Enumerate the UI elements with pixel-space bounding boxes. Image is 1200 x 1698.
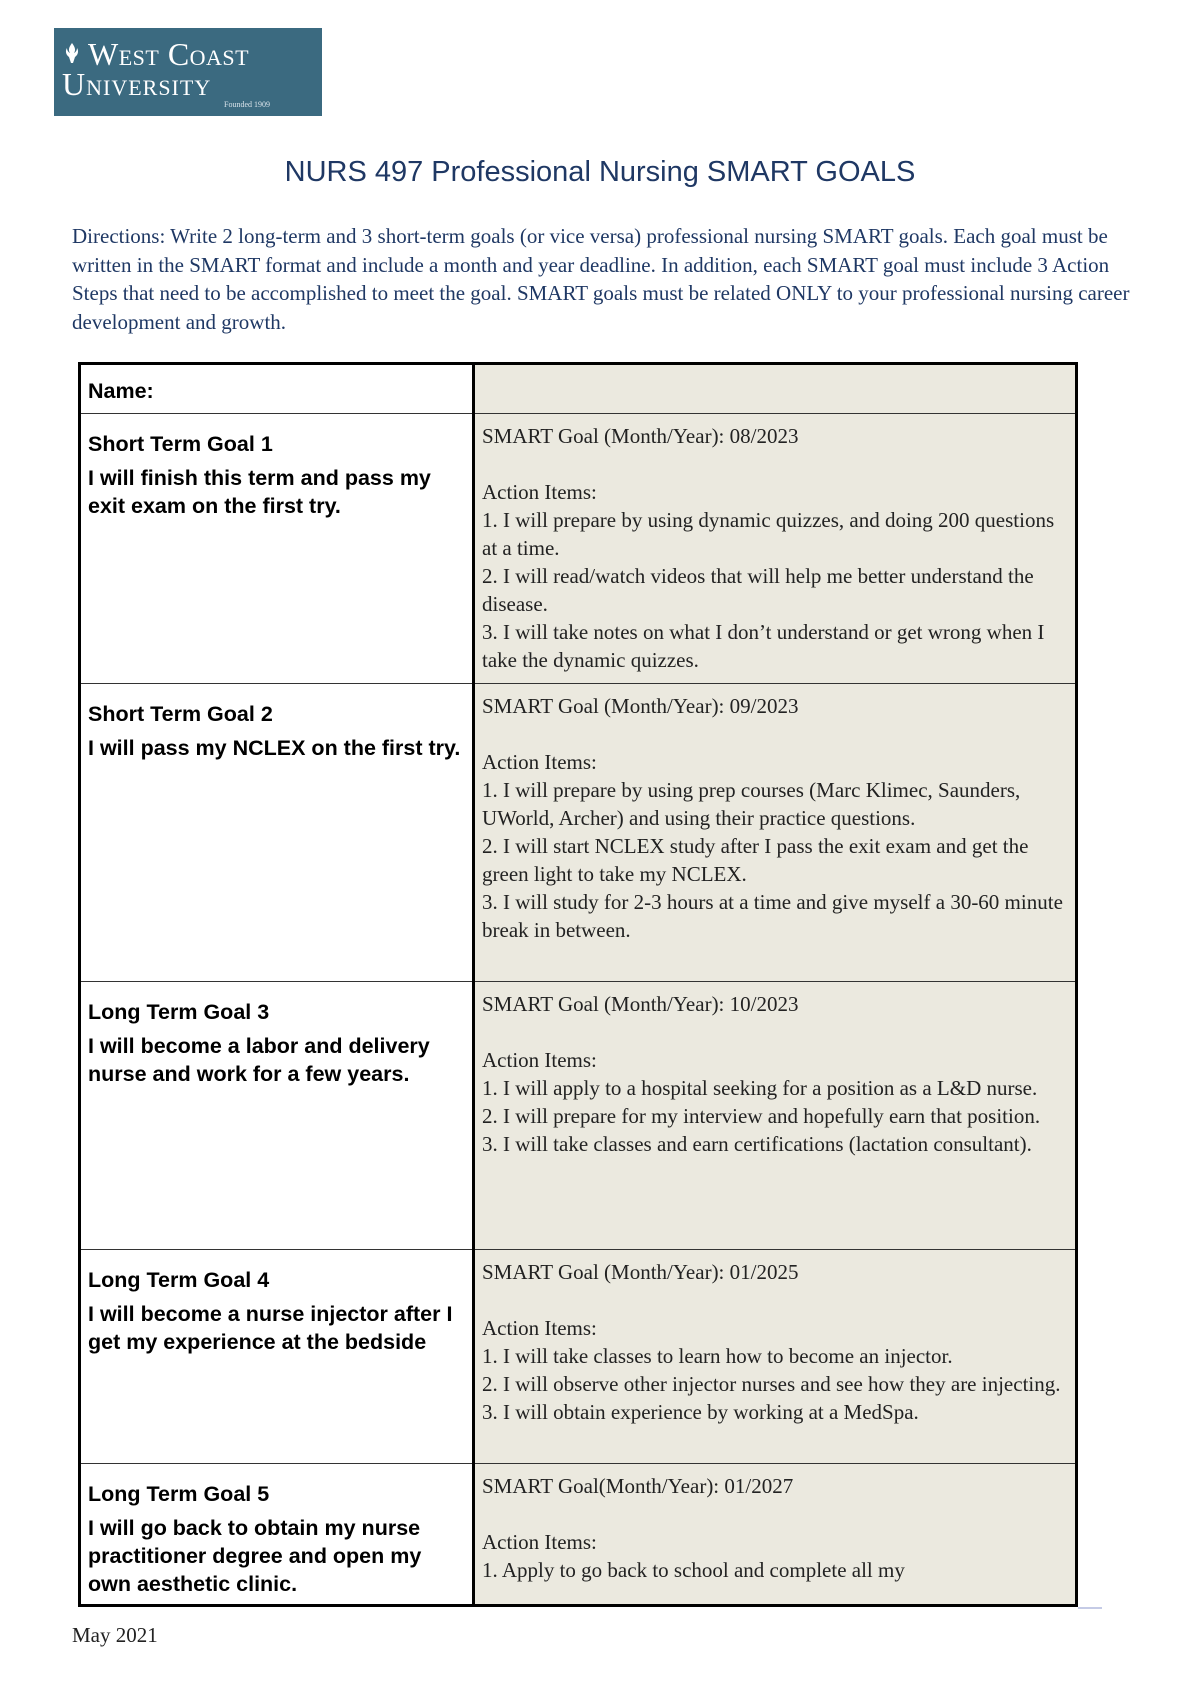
action-item: 2. I will start NCLEX study after I pass the exit exam and get the green light to take my NCLEX.: [482, 834, 1029, 886]
goal-plan-cell: [474, 684, 1077, 982]
goal-row: [80, 1250, 1077, 1464]
goal-description-cell: [80, 414, 474, 684]
action-item: 3. I will take notes on what I don’t understand or get wrong when I take the dynamic quizzes.: [482, 620, 1045, 672]
goal-row: [80, 982, 1077, 1250]
smart-goal-deadline: SMART Goal (Month/Year): 08/2023: [482, 424, 799, 448]
action-item: 3. I will obtain experience by working at a MedSpa.: [482, 1400, 919, 1424]
name-label: Name:: [88, 379, 154, 403]
name-row: [80, 364, 1077, 414]
goal-heading: Short Term Goal 1: [88, 432, 273, 456]
directions-paragraph: Directions: Write 2 long-term and 3 short-term goals (or vice versa) professional nursing SMART goals. Each goal must be written in the SMART format and include a month and year deadline. In addition, each SMART goal must include 3 Action Steps that need to be accomplished to meet the goal. SMART goals must be related ONLY to your professional nursing career development and growth.: [72, 224, 1130, 334]
goals-table: [78, 362, 1078, 1607]
goal-description-cell: [80, 1250, 474, 1464]
action-item: 2. I will prepare for my interview and hopefully earn that position.: [482, 1104, 1041, 1128]
action-item: 1. I will take classes to learn how to become an injector.: [482, 1344, 953, 1368]
goal-row: [80, 684, 1077, 982]
footer-divider: [1078, 1607, 1102, 1609]
footer-date: May 2021: [72, 1623, 158, 1647]
name-value-cell[interactable]: [474, 364, 1077, 414]
action-items-label: Action Items:: [482, 1048, 597, 1072]
action-item: 3. I will study for 2-3 hours at a time and give myself a 30-60 minute break in between.: [482, 890, 1063, 942]
action-item: 1. Apply to go back to school and complete all my: [482, 1558, 905, 1582]
goal-row: [80, 1464, 1077, 1606]
name-label-cell: [80, 364, 474, 414]
goal-heading: Long Term Goal 4: [88, 1268, 270, 1292]
goal-heading: Long Term Goal 3: [88, 1000, 270, 1024]
logo-line-1: West Coast: [88, 36, 250, 72]
action-item: 1. I will prepare by using dynamic quizzes, and doing 200 questions at a time.: [482, 508, 1055, 560]
smart-goal-deadline: SMART Goal (Month/Year): 10/2023: [482, 992, 799, 1016]
smart-goal-deadline: SMART Goal (Month/Year): 09/2023: [482, 694, 799, 718]
goal-row: [80, 414, 1077, 684]
action-item: 1. I will prepare by using prep courses (Marc Klimec, Saunders, UWorld, Archer) and using their practice questions.: [482, 778, 1021, 830]
smart-goal-deadline: SMART Goal(Month/Year): 01/2027: [482, 1474, 794, 1498]
goal-statement: I will finish this term and pass my exit exam on the first try.: [88, 466, 431, 518]
goal-heading: Short Term Goal 2: [88, 702, 273, 726]
goal-statement: I will go back to obtain my nurse practitioner degree and open my own aesthetic clinic.: [88, 1516, 422, 1596]
goal-statement: I will become a nurse injector after I get my experience at the bedside: [88, 1302, 453, 1354]
action-item: 2. I will observe other injector nurses and see how they are injecting.: [482, 1372, 1061, 1396]
action-item: 3. I will take classes and earn certifications (lactation consultant).: [482, 1132, 1032, 1156]
goal-description-cell: [80, 982, 474, 1250]
goal-description-cell: [80, 684, 474, 982]
goal-plan-cell: [474, 982, 1077, 1250]
action-item: 2. I will read/watch videos that will help me better understand the disease.: [482, 564, 1034, 616]
goal-plan-cell: [474, 1250, 1077, 1464]
university-logo: [54, 28, 322, 116]
torch-icon: [64, 42, 80, 64]
goal-plan-cell: [474, 414, 1077, 684]
goal-statement: I will pass my NCLEX on the first try.: [88, 736, 461, 760]
page-title: NURS 497 Professional Nursing SMART GOALS: [284, 156, 916, 188]
goal-heading: Long Term Goal 5: [88, 1482, 270, 1506]
action-items-label: Action Items:: [482, 750, 597, 774]
logo-tagline: Founded 1909: [224, 100, 270, 109]
goal-statement: I will become a labor and delivery nurse and work for a few years.: [88, 1034, 430, 1086]
action-items-label: Action Items:: [482, 1316, 597, 1340]
smart-goal-deadline: SMART Goal (Month/Year): 01/2025: [482, 1260, 799, 1284]
action-item: 1. I will apply to a hospital seeking for a position as a L&D nurse.: [482, 1076, 1038, 1100]
logo-line-2: University: [62, 66, 212, 102]
action-items-label: Action Items:: [482, 480, 597, 504]
goal-description-cell: [80, 1464, 474, 1606]
action-items-label: Action Items:: [482, 1530, 597, 1554]
goal-plan-cell: [474, 1464, 1077, 1606]
